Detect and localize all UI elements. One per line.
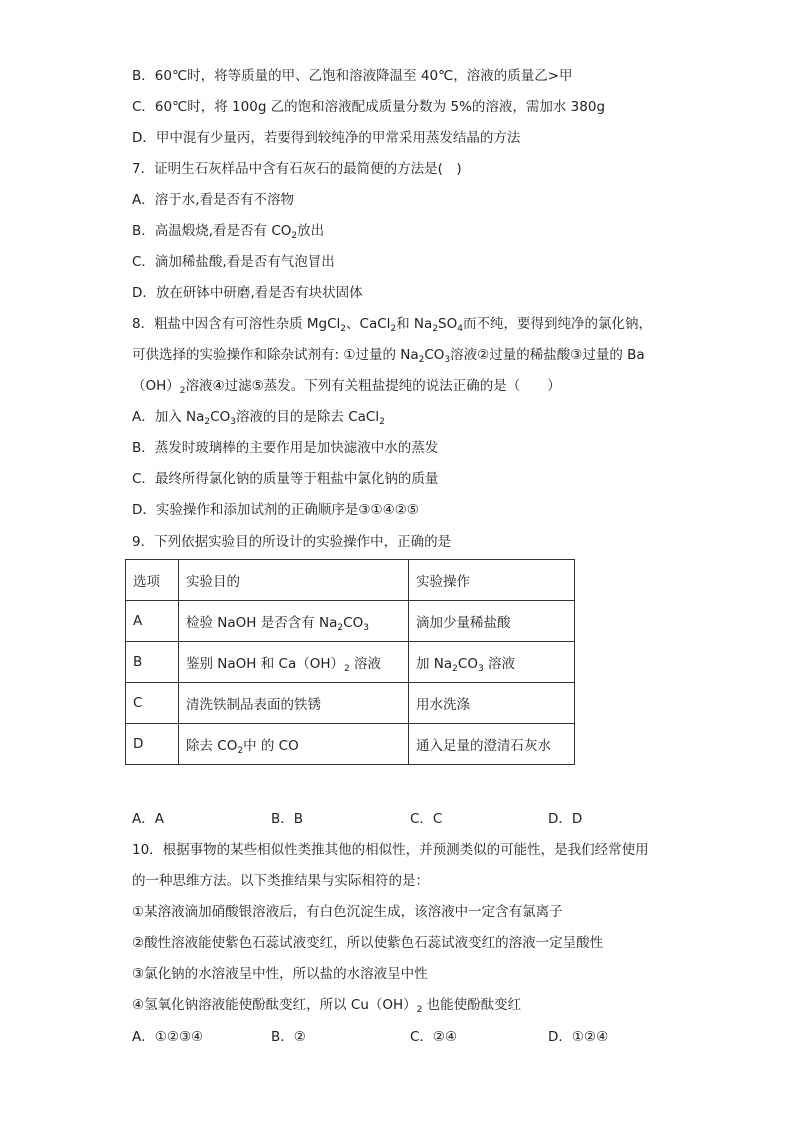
subscript: 2: [452, 664, 458, 674]
q10-option-d: D．①②④: [548, 1029, 609, 1045]
cell-option: B: [126, 642, 179, 683]
q7-option-b: [132, 221, 324, 241]
subscript: 2: [340, 324, 347, 334]
text: CO: [210, 409, 231, 425]
text: 鉴别 NaOH 和 Ca（OH）: [186, 656, 344, 672]
text: 溶液④过滤⑤蒸发。下列有关粗盐提纯的说法正确的是（ ）: [185, 378, 561, 394]
q9-option-a: A．A: [132, 811, 164, 827]
text: 、CaCl: [346, 316, 391, 332]
header-cell-option: 选项: [126, 560, 179, 601]
subscript: 2: [379, 417, 385, 427]
q10-statement-4: [132, 995, 521, 1015]
q9-option-c: C．C: [410, 811, 443, 827]
q8-stem-line2: [132, 345, 645, 365]
text: CO: [457, 656, 478, 672]
cell-option: A: [126, 601, 179, 642]
q8-stem-line1: [132, 314, 652, 334]
q10-statement-3: ③氯化钠的水溶液呈中性，所以盐的水溶液呈中性: [132, 966, 428, 982]
text: 除去 CO: [186, 738, 238, 754]
text: ④氢氧化钠溶液能使酚酞变红，所以 Cu（OH）: [132, 997, 417, 1013]
cell-option: C: [126, 683, 179, 724]
subscript: 2: [179, 386, 186, 396]
q10-stem-line1: 10．根据事物的某些相似性类推其他的相似性，并预测类似的可能性，是我们经常使用: [132, 842, 649, 858]
text: 检验 NaOH 是否含有 Na: [186, 615, 338, 631]
text: 溶液的目的是除去 CaCl: [235, 409, 380, 425]
text: 可供选择的实验操作和除杂试剂有: ①过量的 Na: [132, 347, 419, 363]
subscript: 2: [416, 1005, 423, 1015]
q10-option-a: A．①②③④: [132, 1029, 204, 1045]
cell-operation: [409, 683, 575, 724]
q7-option-c: C．滴加稀盐酸,看是否有气泡冒出: [132, 254, 335, 270]
text: SO: [438, 316, 458, 332]
q6-option-b: B．60℃时，将等质量的甲、乙饱和溶液降温至 40℃，溶液的质量乙>甲: [132, 68, 573, 84]
text: A．加入 Na: [132, 409, 205, 425]
q9-option-b: B．B: [271, 811, 304, 827]
q9-stem: 9．下列依据实验目的所设计的实验操作中，正确的是: [132, 534, 452, 550]
table-row: [126, 724, 575, 765]
q10-statement-2: ②酸性溶液能使紫色石蕊试液变红，所以使紫色石蕊试液变红的溶液一定呈酸性: [132, 935, 604, 951]
subscript: 2: [432, 324, 439, 334]
table-row: [126, 642, 575, 683]
q10-option-c: C．②④: [410, 1029, 458, 1045]
cell-option: D: [126, 724, 179, 765]
q8-option-d: D．实验操作和添加试剂的正确顺序是③①④②⑤: [132, 502, 419, 518]
header-cell-operation: 实验操作: [409, 560, 575, 601]
q7-stem: 7．证明生石灰样品中含有石灰石的最简便的方法是( ): [132, 161, 462, 177]
cell-goal: [179, 724, 409, 765]
cell-goal: [179, 683, 409, 724]
cell-operation: [409, 642, 575, 683]
text: CO: [424, 347, 445, 363]
text: 而不纯，要得到纯净的氯化钠，: [462, 316, 652, 332]
table-header-row: [126, 560, 575, 601]
text: 放出: [297, 223, 325, 239]
cell-operation: [409, 601, 575, 642]
subscript: 2: [204, 417, 211, 427]
q10-option-b: B．②: [271, 1029, 306, 1045]
q8-option-c: C．最终所得氯化钠的质量等于粗盐中氯化钠的质量: [132, 471, 439, 487]
subscript: 2: [418, 355, 425, 365]
q8-option-a: [132, 407, 385, 427]
q9-table: [125, 559, 575, 765]
text: 滴加少量稀盐酸: [416, 615, 511, 631]
text: 用水洗涤: [416, 697, 470, 713]
subscript: 4: [457, 324, 463, 334]
q10-statement-1: ①某溶液滴加硝酸银溶液后，有白色沉淀生成，该溶液中一定含有氯离子: [132, 904, 563, 920]
subscript: 3: [363, 623, 369, 633]
subscript: 3: [477, 664, 484, 674]
text: B．高温煅烧,看是否有 CO: [132, 223, 292, 239]
subscript: 2: [344, 664, 350, 674]
cell-goal: [179, 601, 409, 642]
text: 溶液: [349, 656, 382, 672]
cell-goal: [179, 642, 409, 683]
text: 清洗铁制品表面的铁锈: [186, 697, 321, 713]
text: 8．粗盐中因含有可溶性杂质 MgCl: [132, 316, 341, 332]
q6-option-d: D．甲中混有少量丙，若要得到较纯净的甲常采用蒸发结晶的方法: [132, 130, 521, 146]
text: 和 Na: [396, 316, 433, 332]
q8-option-b: B．蒸发时玻璃棒的主要作用是加快滤液中水的蒸发: [132, 440, 439, 456]
table-row: [126, 601, 575, 642]
q9-option-d: D．D: [548, 811, 583, 827]
subscript: 2: [237, 746, 244, 756]
header-cell-goal: 实验目的: [179, 560, 409, 601]
text: 通入足量的澄清石灰水: [416, 738, 551, 754]
cell-operation: [409, 724, 575, 765]
q10-stem-line2: 的一种思维方法。以下类推结果与实际相符的是：: [132, 873, 429, 889]
text: （OH）: [132, 378, 180, 394]
text: 溶液②过量的稀盐酸③过量的 Ba: [450, 347, 645, 363]
subscript: 2: [337, 623, 344, 633]
q8-stem-line3: [132, 376, 561, 396]
subscript: 3: [230, 417, 236, 427]
subscript: 2: [390, 324, 397, 334]
subscript: 2: [291, 231, 298, 241]
text: 中 的 CO: [243, 738, 299, 754]
text: CO: [343, 615, 364, 631]
table-row: [126, 683, 575, 724]
text: 加 Na: [416, 656, 453, 672]
text: 溶液: [483, 656, 515, 672]
q6-option-c: C．60℃时，将 100g 乙的饱和溶液配成质量分数为 5%的溶液，需加水 380g: [132, 99, 606, 115]
subscript: 3: [444, 355, 451, 365]
q7-option-d: D．放在研钵中研磨,看是否有块状固体: [132, 285, 363, 301]
text: 也能使酚酞变红: [422, 997, 522, 1013]
q7-option-a: A．溶于水,看是否有不溶物: [132, 192, 295, 208]
